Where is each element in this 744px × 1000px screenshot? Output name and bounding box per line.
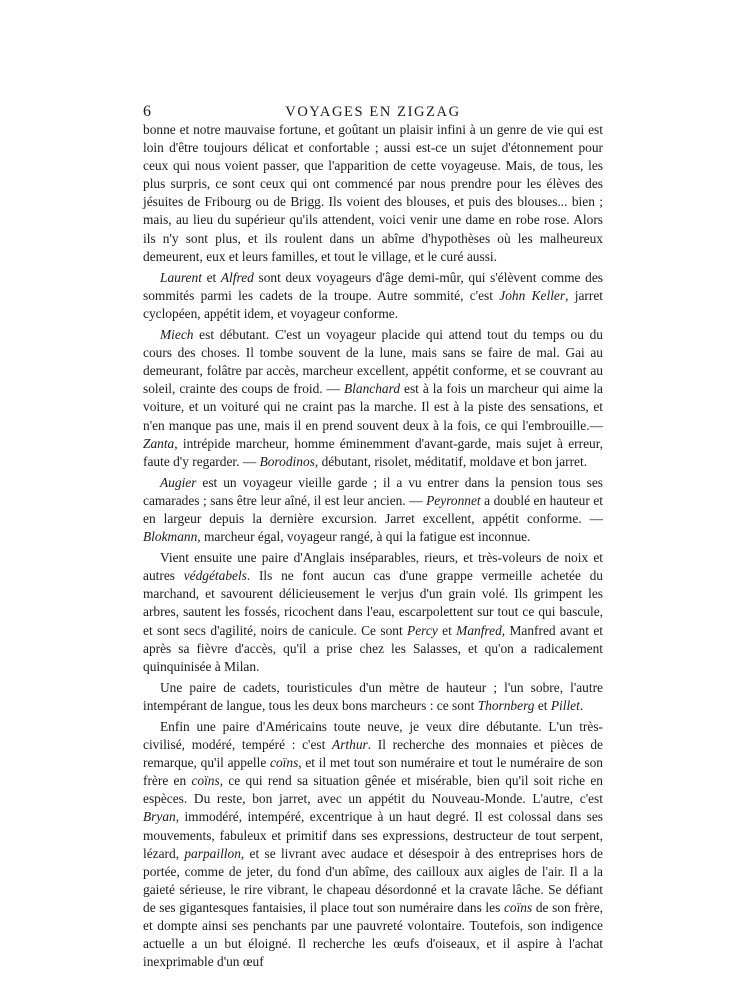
- italic-name: coïns: [503, 899, 533, 915]
- text-run: , et se livrant avec audace et désespoir à des entreprises hors de portée, comme de jeter, du fond d'un abîme, des cailloux aux aigles de l'air. Il a la gaieté sérieuse, le rire vibrant, le chapeau désordonné et la cravate lâche. Se défiant de ses gigantesques fantaisies, il place tout son numéraire dans les: [143, 845, 604, 915]
- text-run: , ce qui rend sa situation gênée et misérable, bien qu'il soit riche en espèces. Du reste, bon jarret, avec un appétit du Nouveau-Monde. L'autre, c'est: [143, 773, 603, 807]
- text-run: Enfin une paire d'Américains toute neuve, je veux dire débutante. L'un très-civilisé, modéré, tempéré : c'est: [143, 719, 603, 753]
- text-run: , Manfred avant et après sa fièvre d'accès, qu'il a prise chez les Salasses, et qu'on a radicalement quinquinisée à Milan.: [143, 622, 603, 674]
- text-run: Vient ensuite une paire d'Anglais inséparables, rieurs, et très-voleurs de noix et autres: [143, 550, 603, 584]
- text-run: est débutant. C'est un voyageur placide qui attend tout du temps ou du cours des choses. Il tombe souvent de la lune, mais sans se faire de mal. Gai au demeurant, folâtre par accès, marcheur excellent, appétit conforme, et se couvrant au soleil, crainte des coups de froid. —: [143, 327, 603, 397]
- text-run: est à la fois un marcheur qui aime la voiture, et un voituré qui ne craint pas la marche. Il est à la piste des sensations, et n'en manque pas une, mais il en prend souvent deux à la fois, ce qui l'embrouille.—: [143, 381, 603, 433]
- page-number: 6: [143, 103, 151, 120]
- text-run: bonne et notre mauvaise fortune, et goûtant un plaisir infini à un genre de vie qui est loin d'être toujours délicat et confortable ; aussi est-ce un sujet d'étonnement pour ceux qui nous voient passer, que l'apparition de cette voyageuse. Mais, de tous, les plus surpris, ce sont ceux qui ont commencé par nous prendre pour les élèves des jésuites de Fribourg ou de Brigg. Ils voient des blouses, et puis des blouses... bien ; mais, au lieu du supérieur qu'ils attendent, voici venir une dame en robe rose. Alors ils n'y sont plus, et ils roulent dans un abîme d'hypothèses où les malheureux demeurent, eux et leurs familles, et tout le village, et le curé aussi.: [143, 122, 603, 264]
- text-run: et: [201, 269, 221, 285]
- italic-name: Arthur: [332, 737, 368, 753]
- italic-name: Percy: [407, 622, 438, 638]
- paragraph: [143, 718, 603, 971]
- italic-name: John Keller: [499, 287, 566, 303]
- italic-name: Borodinos: [259, 453, 315, 469]
- paragraph: [143, 269, 603, 323]
- body-text: [143, 121, 603, 971]
- italic-name: coïns: [270, 755, 299, 771]
- text-run: , jarret cyclopéen, appétit idem, et voyageur conforme.: [143, 287, 603, 321]
- text-run: de son frère, et dompte ainsi ses penchants par une pauvreté volontaire. Toutefois, son indigence actuelle a un but éloigné. Il recherche les œufs d'oiseaux, et il aspire à l'achat inexprimable d'un œuf: [143, 899, 603, 970]
- text-run: .: [579, 697, 584, 713]
- italic-name: Zanta: [143, 435, 175, 451]
- italic-name: coïns: [191, 773, 220, 789]
- italic-name: Blanchard: [344, 381, 401, 397]
- text-run: a doublé en hauteur et en largeur depuis la dernière excursion. Jarret excellent, appétit conforme. —: [143, 492, 603, 526]
- text-run: . Ils ne font aucun cas d'une grappe vermeille achetée du marchand, et savourent délicieusement le verjus d'un grain volé. Ils grimpent les arbres, sautent les fossés, ricochent dans l'eau, escarpolettent sur tout ce qui bascule, et sont secs d'agilité, noirs de canicule. Ce sont: [143, 568, 603, 638]
- paragraph: [143, 121, 603, 266]
- text-run: , débutant, risolet, méditatif, moldave et bon jarret.: [314, 453, 588, 469]
- italic-name: Augier: [160, 474, 197, 490]
- text-run: , marcheur égal, voyageur rangé, à qui la fatigue est inconnue.: [197, 529, 531, 545]
- text-run: et: [534, 697, 551, 713]
- text-run: Une paire de cadets, touristicules d'un mètre de hauteur ; l'un sobre, l'autre intempérant de langue, tous les deux bons marcheurs : ce sont: [143, 679, 603, 713]
- text-run: , et il met tout son numéraire et tout le numéraire de son frère en: [143, 755, 603, 789]
- italic-name: Bryan: [143, 809, 176, 825]
- italic-name: parpaillon: [184, 845, 241, 861]
- italic-name: Blokmann: [143, 529, 198, 545]
- text-run: , immodéré, intempéré, excentrique à un haut degré. Il est colossal dans ses mouvements, fabuleux et primitif dans ses expressions, destructeur de tout serpent, lézard,: [143, 809, 603, 861]
- text-run: , intrépide marcheur, homme éminemment d'avant-garde, mais sujet à erreur, faute d'y regarder. —: [143, 435, 603, 469]
- paragraph: [143, 679, 603, 715]
- text-run: est un voyageur vieille garde ; il a vu entrer dans la pension tous ses camarades ; sans être leur aîné, il est leur ancien. —: [143, 474, 603, 508]
- italic-name: Laurent: [160, 269, 202, 285]
- italic-name: Manfred: [456, 622, 502, 638]
- italic-name: Miech: [160, 327, 194, 343]
- text-run: et: [437, 622, 457, 638]
- running-title: VOYAGES EN ZIGZAG: [285, 104, 461, 120]
- italic-name: Alfred: [220, 269, 254, 285]
- paragraph: [143, 326, 603, 471]
- paragraph: [143, 474, 603, 546]
- italic-name: védgétabels: [183, 568, 247, 584]
- italic-name: Peyronnet: [426, 492, 481, 508]
- paragraph: [143, 549, 603, 676]
- text-run: sont deux voyageurs d'âge demi-mûr, qui s'élèvent comme des sommités parmi les cadets de la troupe. Autre sommité, c'est: [143, 269, 603, 303]
- text-run: . Il recherche des monnaies et pièces de remarque, qu'il appelle: [143, 737, 603, 771]
- italic-name: Pillet: [550, 697, 580, 713]
- italic-name: Thornberg: [477, 697, 535, 713]
